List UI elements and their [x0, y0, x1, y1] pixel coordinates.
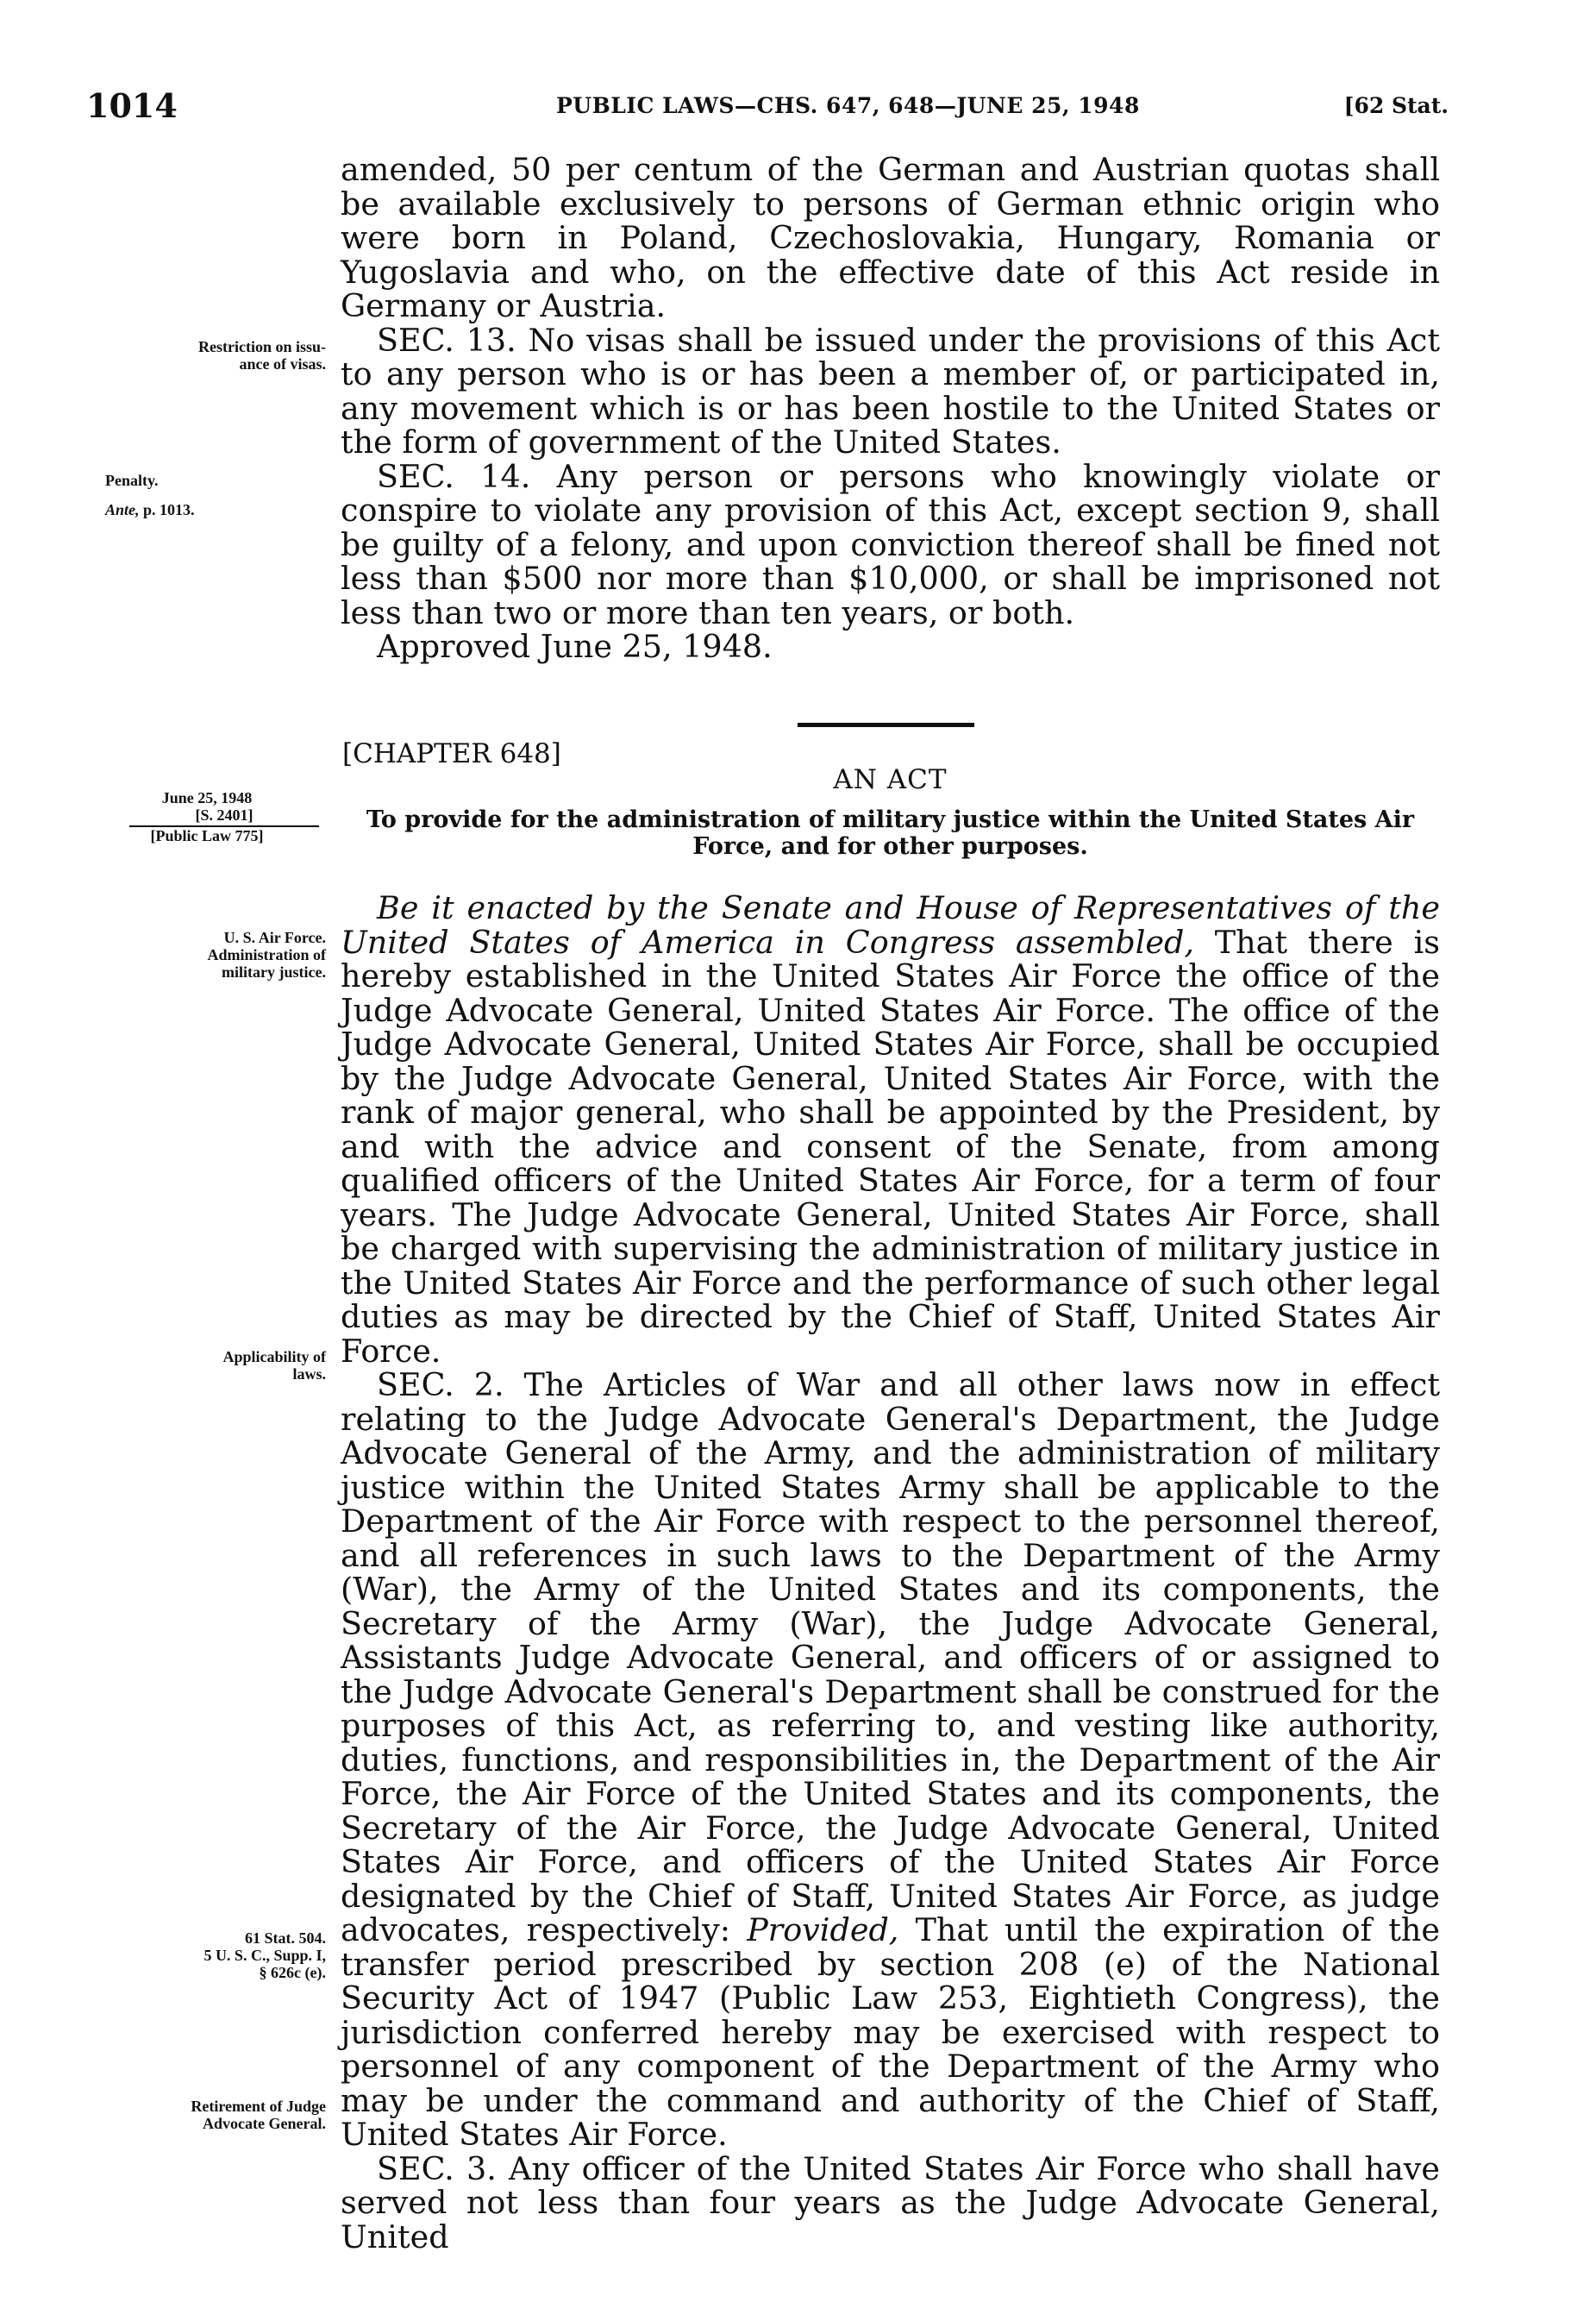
volume-reference: [62 Stat.	[1343, 93, 1449, 118]
provided-clause: Provided,	[747, 1911, 899, 1948]
margin-note-line: ance of visas.	[239, 355, 326, 373]
margin-note-ante	[105, 501, 347, 518]
section-1-text: That there is hereby established in the United States Air Force the office of the Judge Advocate General, United States Air Force. The office of the Judge Advocate General, United States Air Force, shall be occupied by the Judge Advocate General, United States Air Force, with the rank of major general, who shall be appointed by the President, by and with the advice and consent of the Senate, from among qualified officers of the United States Air Force, for a term of four years. The Judge Advocate General, United States Air Force, shall be charged with supervising the administration of military justice in the United States Air Force and the performance of such other legal duties as may be directed by the Chief of Staff, United States Air Force.	[341, 923, 1440, 1370]
margin-note-applicability	[84, 1348, 326, 1383]
margin-note-public-law: [Public Law 775]	[150, 827, 264, 844]
margin-note-air-force	[84, 929, 326, 981]
margin-note-date: June 25, 1948	[161, 789, 253, 806]
margin-note-retirement	[84, 2098, 326, 2132]
margin-note-line: U. S. Air Force.	[223, 929, 326, 946]
margin-note-line: Advocate General.	[203, 2115, 326, 2132]
margin-note-ante-italic: Ante,	[105, 501, 140, 518]
margin-note-line: Restriction on issu-	[198, 338, 326, 355]
act-heading: AN ACT	[833, 764, 948, 795]
section-2-text: SEC. 2. The Articles of War and all other laws now in effect relating to the Judge Advocate General's Department, the Judge Advocate General of the Army, and the administration of military justice within the United States Army shall be applicable to the Department of the Air Force with respect to the personnel thereof, and all references in such laws to the Department of the Army (War), the Army of the United States and its components, the Secretary of the Army (War), the Judge Advocate General, Assistants Judge Advocate General, and officers of or assigned to the Judge Advocate General's Department shall be construed for the purposes of this Act, as referring to, and vesting like authority, duties, functions, and responsibilities in, the Department of the Air Force, the Air Force of the United States and its components, the Secretary of the Air Force, the Judge Advocate General, United States Air Force, and officers of the United States Air Force designated by the Chief of Staff, United States Air Force, as judge advocates, respectively:	[341, 1366, 1440, 1948]
margin-note-line: 5 U. S. C., Supp. I,	[203, 1947, 326, 1964]
section-13: SEC. 13. No visas shall be issued under the provisions of this Act to any person who is or has been a member of, or participated in, any movement which is or has been hostile to the United States or the form of government of the United States.	[341, 321, 1440, 461]
approved-line: Approved June 25, 1948.	[377, 628, 773, 665]
margin-note-line: Administration of	[207, 946, 326, 963]
margin-note-ante-page: p. 1013.	[139, 501, 195, 518]
section-2-proviso: That until the expiration of the transfer period prescribed by section 208 (e) of the National Security Act of 1947 (Public Law 253, Eightieth Congress), the jurisdiction conferred hereby may be exercised with respect to personnel of any component of the Department of the Army who may be under the command and authority of the Chief of Staff, United States Air Force.	[341, 1911, 1440, 2153]
separator-rule	[798, 723, 974, 727]
margin-note-line: Retirement of Judge	[191, 2098, 326, 2115]
enacting-clause: Be it enacted by the Senate and House of Representatives of the United States of America in Congress assembled,	[341, 889, 1440, 961]
act-purpose: To provide for the administration of military justice within the United States Air Force, and for other purposes.	[366, 806, 1415, 860]
section-14: SEC. 14. Any person or persons who knowingly violate or conspire to violate any provision of this Act, except section 9, shall be guilty of a felony, and upon conviction thereof shall be fined not less than $500 nor more than $10,000, or shall be imprisoned not less than two or more than ten years, or both.	[341, 457, 1440, 631]
paragraph-quota: amended, 50 per centum of the German and Austrian quotas shall be available exclusively to persons of German ethnic origin who were born in Poland, Czechoslovakia, Hungary, Romania or Yugoslavia and who, on the effective date of this Act reside in Germany or Austria.	[341, 151, 1440, 324]
margin-note-bill-info	[103, 789, 310, 844]
margin-note-penalty	[105, 472, 347, 518]
top-text-block	[341, 153, 1440, 664]
section-3: SEC. 3. Any officer of the United States Air Force who shall have served not less than four years as the Judge Advocate General, United	[341, 2149, 1440, 2255]
chapter-label: [CHAPTER 648]	[342, 738, 561, 769]
running-head-title: PUBLIC LAWS—CHS. 647, 648—JUNE 25, 1948	[556, 93, 1140, 118]
margin-note-citation	[84, 1929, 326, 1981]
margin-note-line: § 626c (e).	[259, 1964, 326, 1981]
running-head	[86, 86, 1449, 129]
act-body	[341, 891, 1440, 2254]
section-2	[341, 1368, 1440, 2152]
margin-note-line: military justice.	[222, 963, 326, 981]
section-1	[341, 891, 1440, 1368]
margin-note-bill: [S. 2401]	[129, 806, 319, 827]
margin-note-line: Applicability of	[222, 1348, 326, 1365]
margin-note-line: 61 Stat. 504.	[245, 1929, 326, 1947]
margin-note-line: laws.	[292, 1365, 326, 1383]
margin-note-line: Penalty.	[105, 472, 159, 489]
page-number: 1014	[86, 86, 178, 125]
margin-note-restriction	[84, 338, 326, 373]
